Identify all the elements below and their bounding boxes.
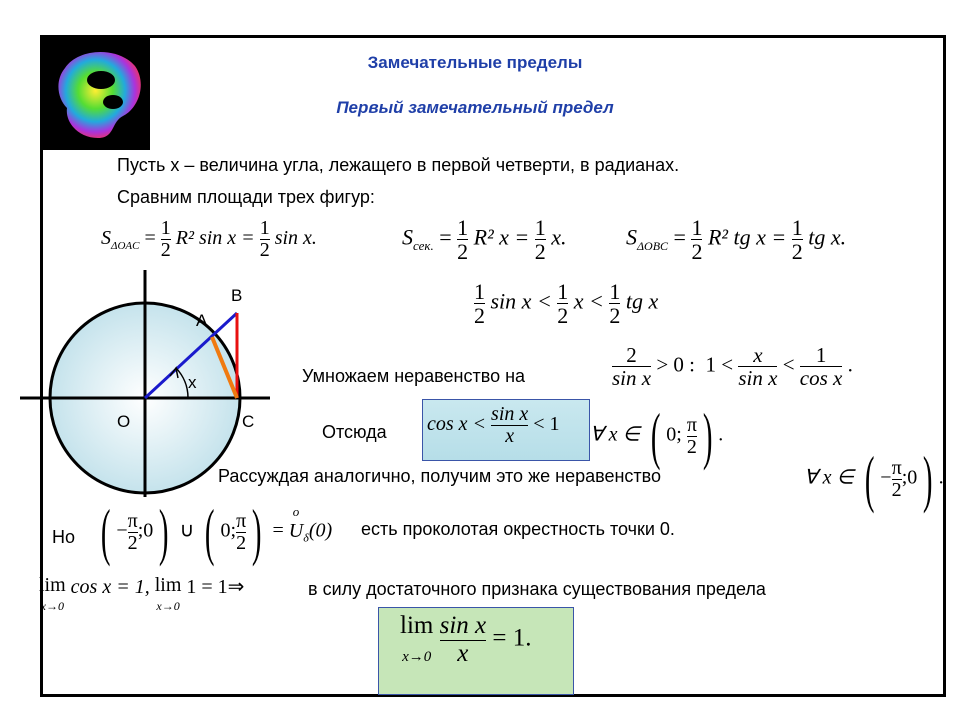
- formula-part: 0;: [220, 519, 237, 542]
- fraction-numerator: π: [236, 509, 247, 532]
- formula-glyph: ): [702, 400, 713, 471]
- formula-part: tg x: [625, 288, 659, 314]
- fraction-numerator: 1: [691, 215, 703, 240]
- fraction-denominator: 2: [557, 303, 569, 329]
- fraction-numerator: 2: [626, 343, 637, 367]
- fraction-numerator: π: [891, 456, 902, 479]
- formula-domain-negative: [804, 443, 944, 514]
- formula-part: R² tg x =: [707, 224, 787, 250]
- formula-part: <: [782, 352, 795, 377]
- point-label-c: C: [242, 412, 255, 431]
- area-subscript: ΔOBC: [637, 239, 669, 254]
- forall-symbol: ∀ x ∈: [590, 423, 640, 446]
- formula-area-oac: [101, 218, 317, 261]
- formula-part: −: [880, 466, 892, 489]
- formula-glyph: [288, 503, 304, 543]
- punctured-text: есть проколотая окрестность точки 0.: [361, 519, 675, 539]
- formula-part: 1 = 1: [186, 576, 228, 598]
- formula-glyph: [800, 344, 843, 389]
- formula-part: 1 <: [705, 352, 734, 377]
- fraction-numerator: sin x: [439, 612, 487, 640]
- formula-part: .: [718, 423, 724, 446]
- area-subscript: сек.: [413, 238, 434, 254]
- fraction-denominator: 2: [236, 531, 247, 554]
- lim-word: lim: [154, 574, 182, 596]
- lim-subscript: x→0: [156, 599, 180, 613]
- fraction-numerator: 1: [259, 217, 270, 239]
- fraction-numerator: π: [686, 413, 697, 436]
- fraction-numerator: 1: [557, 279, 569, 304]
- fraction-denominator: 2: [259, 239, 270, 261]
- slide-title: Замечательные пределы: [367, 53, 583, 72]
- formula-key-inequality: [427, 404, 560, 447]
- formula-area-obc: [626, 216, 846, 263]
- fraction-denominator: 2: [457, 239, 469, 265]
- formula-part: ;0: [137, 519, 154, 542]
- formula-glyph: [400, 612, 433, 668]
- fraction-denominator: 2: [609, 303, 621, 329]
- point-label-o: O: [117, 412, 131, 431]
- fraction-numerator: 1: [791, 215, 803, 240]
- formula-glyph: [609, 280, 620, 327]
- formula-glyph: [535, 216, 546, 263]
- fraction-denominator: 2: [474, 303, 485, 329]
- slide-subtitle: Первый замечательный предел: [336, 98, 614, 117]
- equals-sign: =: [272, 519, 284, 542]
- fraction-numerator: 1: [160, 217, 171, 239]
- formula-part: < 1: [533, 413, 560, 436]
- formula-glyph: ): [159, 496, 169, 567]
- area-symbol: S: [101, 227, 111, 250]
- formula-glyph: (: [205, 496, 215, 567]
- formula-glyph: [474, 280, 485, 327]
- formula-glyph: [128, 511, 138, 554]
- formula-glyph: [39, 574, 66, 620]
- formula-glyph: [260, 218, 270, 261]
- formula-area-sector: [402, 216, 567, 263]
- union-symbol: ∪: [179, 519, 195, 542]
- area-symbol: S: [626, 224, 637, 250]
- formula-part: sin x.: [274, 227, 317, 250]
- fraction-numerator: 1: [815, 343, 827, 367]
- fraction-denominator: 2: [686, 435, 697, 458]
- formula-domain-positive: [590, 400, 724, 471]
- formula-glyph: [236, 511, 246, 554]
- fraction-denominator: cos x: [799, 366, 843, 391]
- fraction-denominator: 2: [127, 531, 138, 554]
- puncture-mark: o: [292, 503, 300, 519]
- formula-union-neighborhood: [95, 496, 333, 567]
- formula-part: cos x = 1,: [70, 576, 150, 598]
- formula-part: R² x =: [473, 224, 530, 250]
- fraction-denominator: sin x: [738, 366, 778, 391]
- formula-glyph: [440, 613, 487, 667]
- formula-part: R² sin x =: [175, 227, 255, 250]
- formula-glyph: [687, 415, 697, 458]
- formula-part: x.: [551, 224, 567, 250]
- point-label-b: B: [231, 286, 243, 305]
- formula-glyph: [491, 404, 528, 447]
- formula-glyph: [161, 218, 171, 261]
- fraction-numerator: π: [127, 509, 138, 532]
- area-subscript: ΔOAC: [111, 240, 140, 253]
- formula-known-limits: [39, 574, 244, 620]
- formula-glyph: [612, 344, 651, 389]
- analog-text: Рассуждая аналогично, получим это же неравенство: [218, 466, 662, 486]
- intro-line-1: Пусть x – величина угла, лежащего в первой четверти, в радианах.: [117, 155, 680, 175]
- formula-glyph: [892, 458, 902, 501]
- formula-glyph: (: [864, 443, 875, 514]
- intro-line-2: Сравним площади трех фигур:: [117, 187, 375, 207]
- formula-glyph: [155, 574, 182, 620]
- formula-part: .: [938, 466, 944, 489]
- area-symbol: S: [402, 224, 413, 250]
- equals-sign: =: [673, 224, 686, 250]
- fraction-denominator: 2: [891, 478, 902, 501]
- hence-text: Отсюда: [322, 422, 387, 442]
- formula-glyph: [457, 216, 468, 263]
- formula-part: (0): [308, 519, 333, 542]
- formula-glyph: ): [252, 496, 262, 567]
- fraction-denominator: 2: [791, 239, 803, 265]
- neighborhood-symbol: U: [288, 519, 304, 542]
- formula-part: −: [116, 519, 128, 542]
- formula-glyph: [691, 216, 702, 263]
- formula-main-inequality: [474, 280, 658, 327]
- multiply-text: Умножаем неравенство на: [302, 366, 526, 386]
- formula-glyph: [557, 280, 568, 327]
- fraction-denominator: 2: [160, 239, 171, 261]
- lim-word: lim: [39, 574, 66, 596]
- fraction-numerator: 1: [609, 279, 621, 304]
- point-label-a: A: [196, 311, 208, 330]
- fraction-denominator: 2: [534, 239, 546, 265]
- formula-part: .: [847, 352, 853, 377]
- fraction-numerator: 1: [474, 279, 485, 304]
- but-label: Но: [52, 527, 76, 547]
- fraction-numerator: 1: [534, 215, 546, 240]
- formula-part: tg x.: [808, 224, 847, 250]
- formula-part: cos x <: [427, 413, 487, 436]
- lim-word: lim: [400, 612, 434, 639]
- angle-label-x: x: [188, 373, 197, 392]
- conclusion-text: в силу достаточного признака существования предела: [308, 579, 766, 599]
- delta-subscript: δ: [303, 530, 309, 545]
- fraction-numerator: x: [753, 343, 763, 367]
- fraction-numerator: sin x: [491, 403, 529, 425]
- implies-arrow-icon: ⇒: [227, 576, 245, 598]
- formula-part: x <: [573, 288, 604, 314]
- formula-multiply: [612, 344, 853, 389]
- fraction-denominator: sin x: [612, 366, 652, 391]
- formula-glyph: [738, 344, 777, 389]
- fraction-numerator: 1: [457, 215, 469, 240]
- formula-glyph: ): [923, 443, 933, 514]
- forall-symbol: ∀ x ∈: [804, 466, 854, 489]
- formula-glyph: (: [650, 400, 661, 471]
- lim-subscript: x→0: [402, 649, 432, 665]
- formula-first-remarkable-limit: [400, 612, 531, 668]
- equals-sign: =: [439, 224, 452, 250]
- fraction-denominator: 2: [691, 239, 703, 265]
- formula-part: = 1.: [492, 624, 532, 652]
- lim-subscript: x→0: [40, 599, 64, 613]
- formula-glyph: (: [100, 496, 111, 567]
- formula-part: sin x <: [490, 288, 552, 314]
- formula-glyph: [792, 216, 803, 263]
- formula-part: 0;: [666, 423, 682, 446]
- formula-part: > 0 :: [656, 352, 696, 377]
- equals-sign: =: [144, 227, 156, 250]
- fraction-denominator: x: [440, 640, 487, 667]
- fraction-denominator: x: [491, 425, 528, 447]
- formula-part: ;0: [901, 466, 918, 489]
